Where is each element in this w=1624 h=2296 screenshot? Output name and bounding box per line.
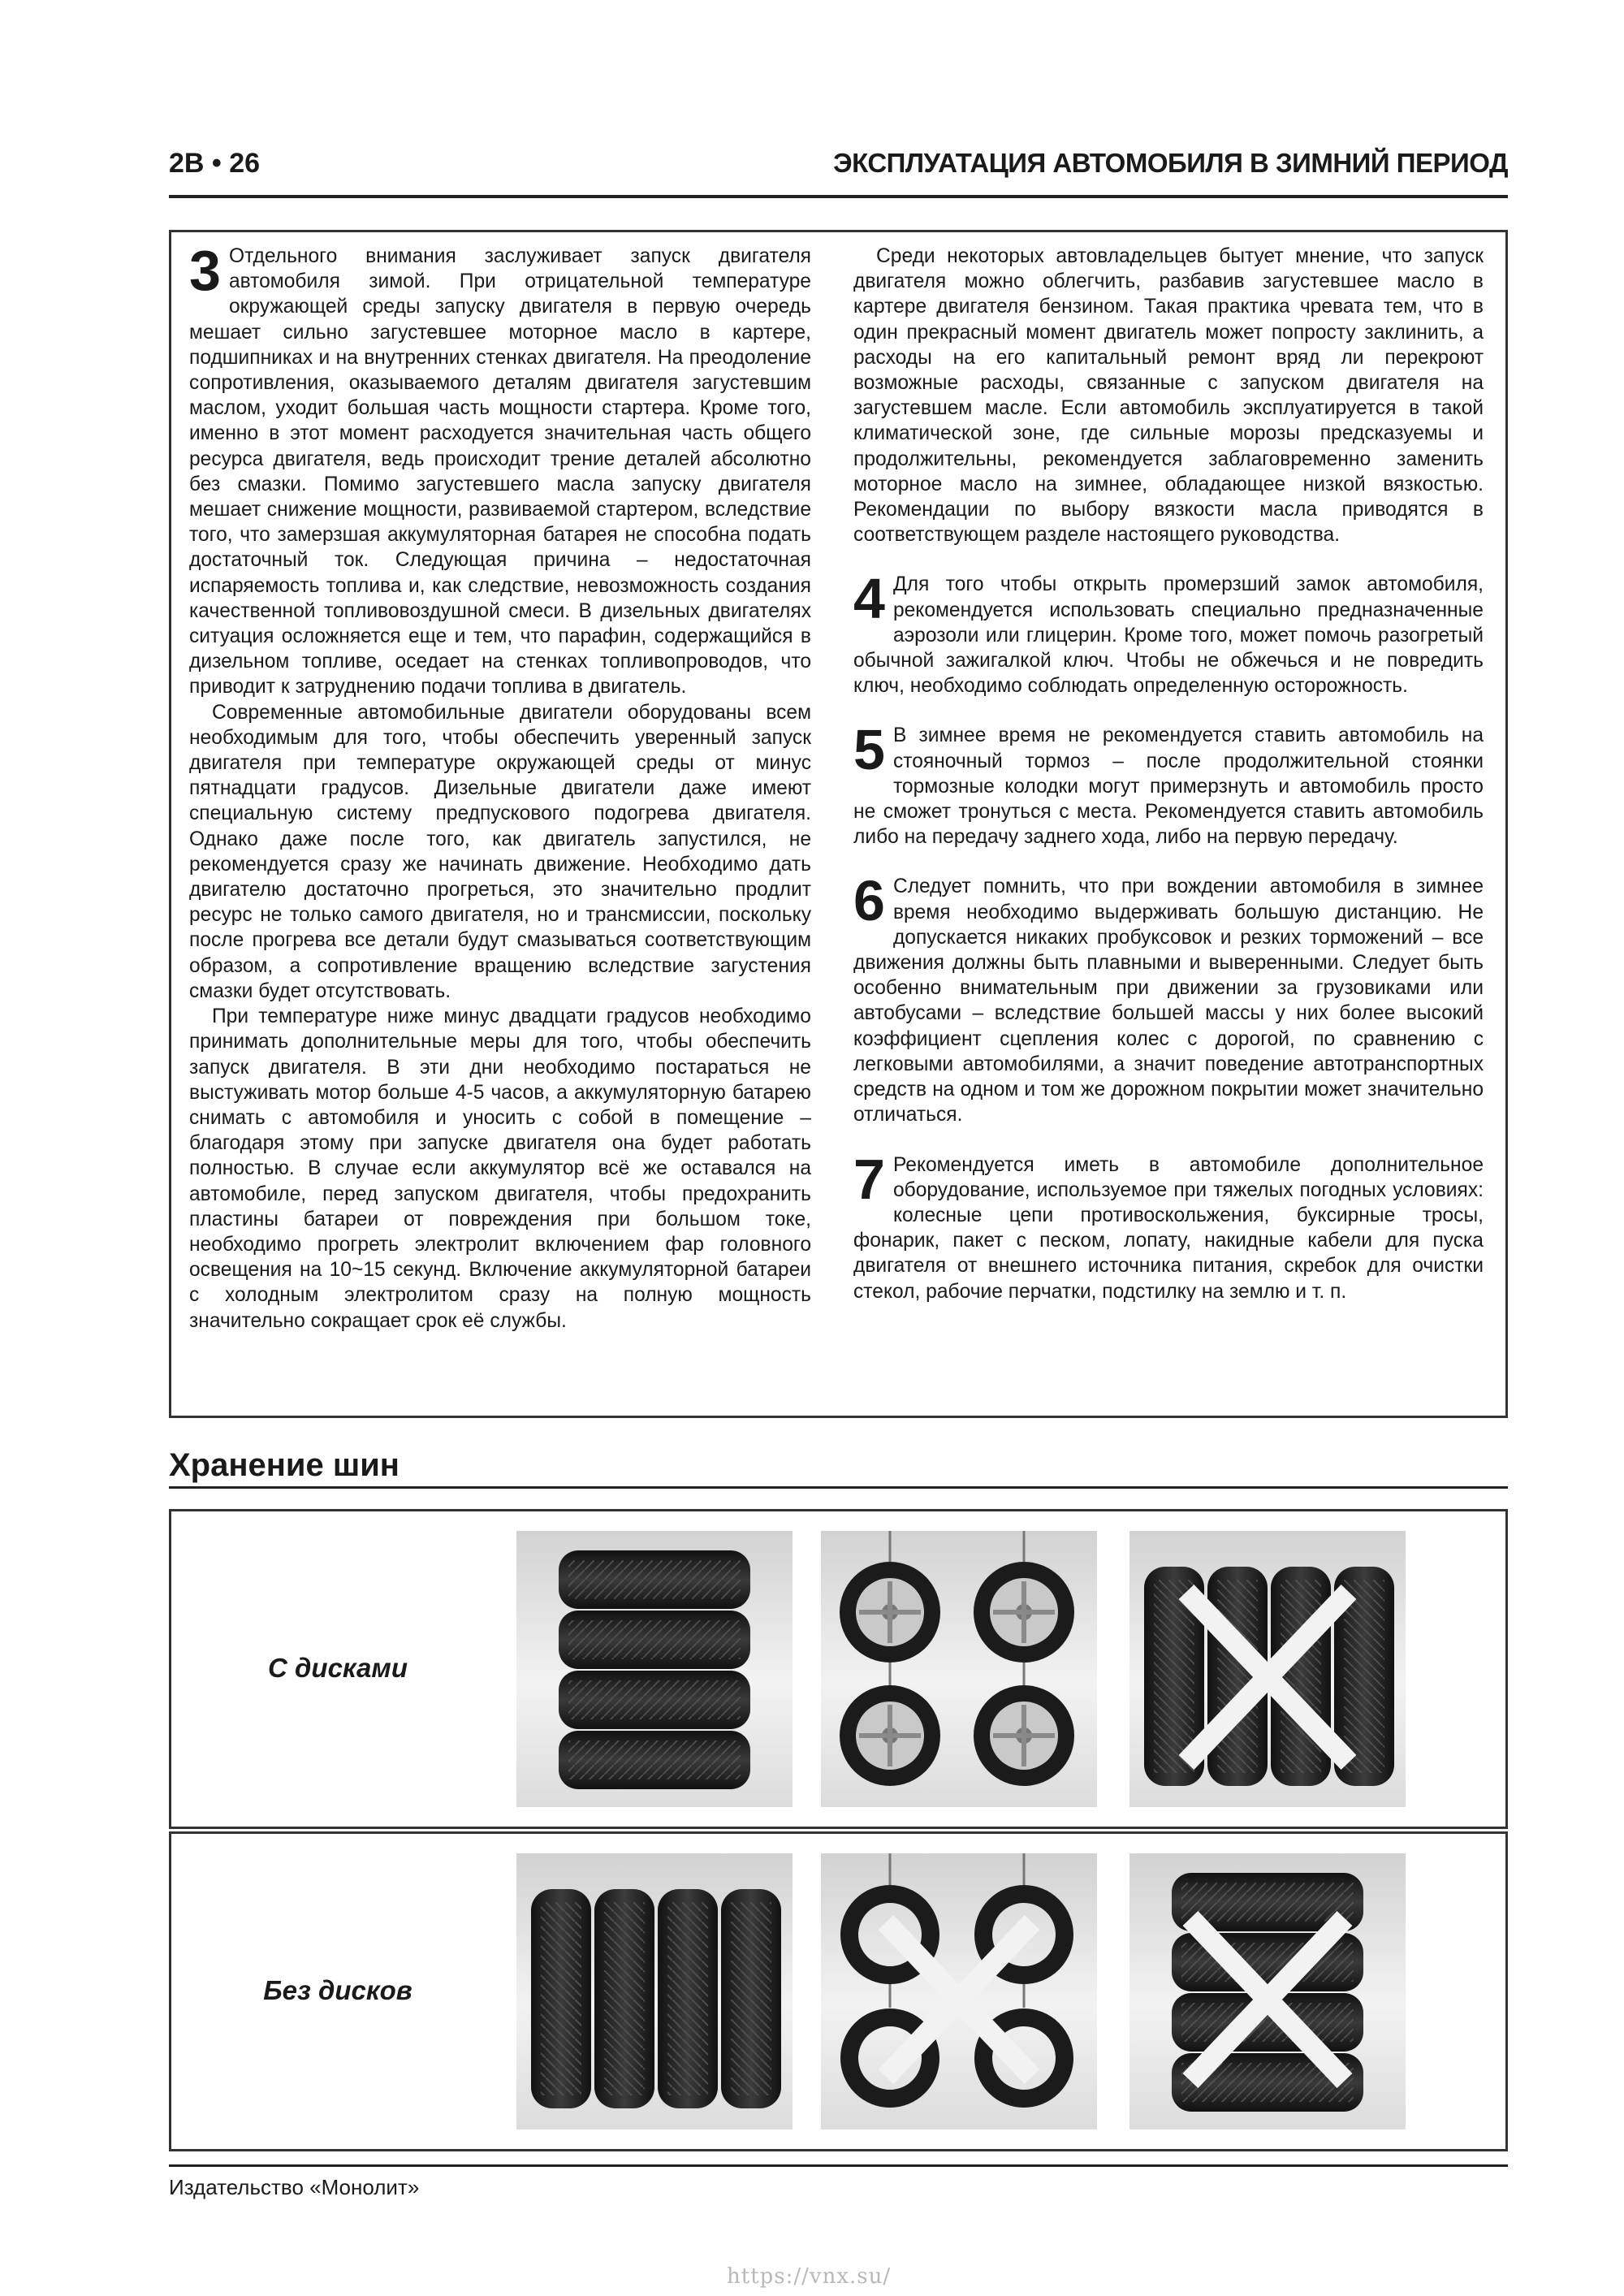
item-number: 4 bbox=[853, 567, 885, 631]
panel-label: С дисками bbox=[268, 1653, 408, 1683]
paragraph: Среди некоторых автовладельцев бытует мнение, что запуск двигателя можно облегчить, разбавив загустевшее масло в картере двигателя бензином. Такая практика чревата тем, что в один прекрасный момент двигатель может попросту заклинить, а расходы на его капитальный ремонт вряд ли перекроют возможные расходы, связанные с запуском двигателя на загустевшем масле. Если автомобиль эксплуатируется в такой климатической зоне, где сильные морозы предсказуемы и продолжительны, рекомендуется заблаговременно заменить моторное масло на зимнее, обладающее низкой вязкостью. Рекомендации по выбору вязкости масла приводятся в соответствующем разделе настоящего руководства. bbox=[853, 245, 1484, 547]
list-item bbox=[853, 567, 1484, 698]
intro-item bbox=[853, 244, 1484, 547]
item-number: 7 bbox=[853, 1147, 885, 1211]
stacked-tires-image bbox=[516, 1531, 793, 1807]
header-rule bbox=[169, 195, 1508, 198]
hanging-tires-crossed-image bbox=[821, 1853, 1097, 2130]
list-item bbox=[853, 869, 1484, 1127]
item-number: 5 bbox=[853, 718, 885, 782]
paragraph: Отдельного внимания заслуживает запуск двигателя автомобиля зимой. При отрицательной температуре окружающей среды запуску двигателя в первую очередь мешает сильно загустевшее моторное масло в картере, подшипниках и на внутренних стенках двигателя. На преодоление сопротивления, оказываемого деталям двигателя загустевшим маслом, уходит большая часть мощности стартера. Кроме того, именно в этот момент расходуется значительная часть общего ресурса двигателя, ведь происходит трение деталей абсолютно без смазки. Помимо загустевшего масла запуску двигателя мешает снижение мощности, развиваемой стартером, вследствие того, что замерзшая аккумуляторная батарея не способна подать достаточный ток. Следующая причина – недостаточная испаряемость топлива и, как следствие, невозможность создания качественной топливовоздушной смеси. В дизельных двигателях ситуация осложняется еще и тем, что парафин, содержащийся в дизельном топливе, оседает на стенках топливопроводов, что приводит к затруднению подачи топлива в двигатель. bbox=[189, 245, 811, 698]
upright-tires-image bbox=[516, 1853, 793, 2130]
panel-without-rims bbox=[169, 1831, 1508, 2151]
section-rule bbox=[169, 1486, 1508, 1489]
page-header bbox=[169, 148, 1508, 187]
upright-tires-crossed-image bbox=[1129, 1531, 1406, 1807]
item-text: Для того чтобы открыть промерзший замок автомобиля, рекомендуется использовать специально предназначенные аэрозоли или глицерин. Кроме того, может помочь разогретый обычной зажигалкой ключ. Чтобы не обжечься и не повредить ключ, необходимо соблюдать определенную осторожность. bbox=[853, 573, 1484, 698]
publisher: Издательство «Монолит» bbox=[169, 2175, 420, 2199]
item-text: В зимнее время не рекомендуется ставить автомобиль на стояночный тормоз – после продолжительной стоянки тормозные колодки могут примерзнуть и автомобиль просто не сможет тронуться с места. Рекомендуется ставить автомобиль либо на передачу заднего хода, либо на первую передачу. bbox=[853, 724, 1484, 849]
footer-rule bbox=[169, 2164, 1508, 2167]
page-number: 2B • 26 bbox=[169, 148, 261, 179]
paragraph: Современные автомобильные двигатели оборудованы всем необходимым для того, чтобы обеспечить уверенный запуск двигателя при температуре окружающей среды от минус пятнадцати градусов. Дизельные двигатели даже имеют специальную систему предпускового подогрева двигателя. Однако даже после того, как двигатель запустился, не рекомендуется сразу же начинать движение. Необходимо дать двигателю достаточно прогреться, это значительно продлит ресурс не только самого двигателя, но и трансмиссии, поскольку после прогрева все детали будут смазываться соответствующим образом, а сопротивление вращению вследствие загустения смазки будет отсутствовать. bbox=[189, 701, 811, 1002]
section-title: Хранение шин bbox=[169, 1447, 400, 1483]
list-item bbox=[853, 718, 1484, 850]
chapter-title: ЭКСПЛУАТАЦИЯ АВТОМОБИЛЯ В ЗИМНИЙ ПЕРИОД bbox=[833, 148, 1508, 178]
hanging-wheels-image bbox=[821, 1531, 1097, 1807]
main-text-box bbox=[169, 230, 1508, 1418]
item-text: Следует помнить, что при вождении автомобиля в зимнее время необходимо выдерживать большую дистанцию. Не допускается никаких пробуксовок и резких торможений – все движения должны быть плавными и выверенными. Следует быть особенно внимательным при движении за грузовиками или автобусами – вследствие большей массы у них более высокий коэффициент сцепления колес с дорогой, по сравнению с легковыми автомобилями, а значит поведение автотранспортных средств на одном и том же дорожном покрытии может значительно отличаться. bbox=[853, 876, 1484, 1126]
watermark: https://vnx.su/ bbox=[727, 2264, 892, 2289]
list-item bbox=[853, 1147, 1484, 1304]
item-text: Рекомендуется иметь в автомобиле дополнительное оборудование, используемое при тяжелых погодных условиях: колесные цепи противоскольжения, буксирные тросы, фонарик, пакет с песком, лопату, накидные кабели для пуска двигателя от внешнего источника питания, скребок для очистки стекол, рабочие перчатки, подстилку на землю и т. п. bbox=[853, 1153, 1484, 1303]
left-column bbox=[189, 239, 811, 1334]
item-number-3: 3 bbox=[189, 239, 221, 302]
item-number: 6 bbox=[853, 869, 885, 933]
panel-label: Без дисков bbox=[263, 1975, 412, 2005]
paragraph: При температуре ниже минус двадцати градусов необходимо принимать дополнительные меры для того, чтобы обеспечить запуск двигателя. В эти дни необходимо постараться не выстуживать мотор больше 4-5 часов, а аккумуляторную батарею снимать с автомобиля и уносить с собой в помещение – благодаря этому при запуске двигателя она будет работать полностью. В случае если аккумулятор всё же оставался на автомобиле, перед запуском двигателя, чтобы предохранить пластины батареи от повреждения при большом токе, необходимо прогреть электролит включением фар головного освещения на 10~15 секунд. Включение аккумуляторной батареи с холодным электролитом сразу на полную мощность значительно сокращает срок её службы. bbox=[189, 1005, 811, 1332]
stacked-tires-crossed-image bbox=[1129, 1853, 1406, 2130]
panel-with-rims bbox=[169, 1509, 1508, 1829]
right-column bbox=[853, 244, 1484, 1329]
